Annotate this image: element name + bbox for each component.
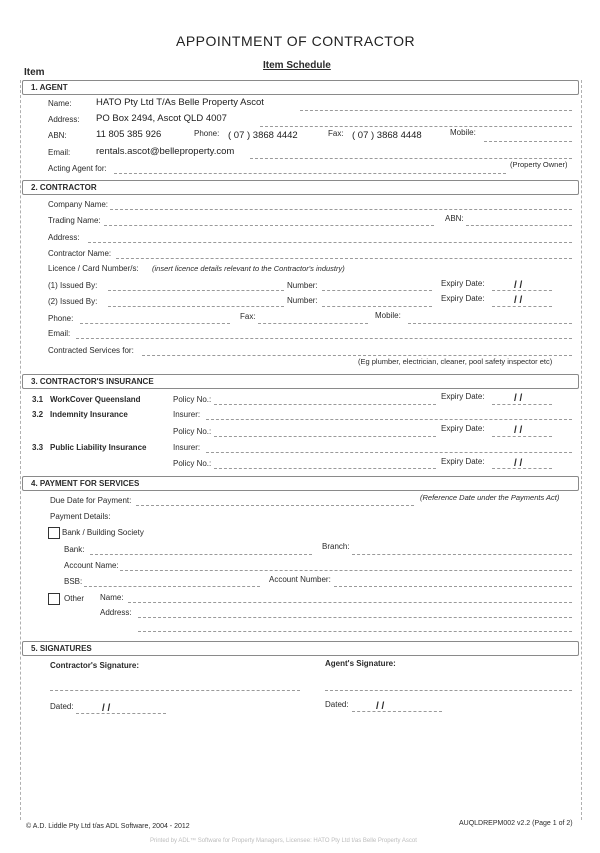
agent-address-value: PO Box 2494, Ascot QLD 4007 (96, 113, 227, 124)
expiry-1-label: Expiry Date: (441, 279, 485, 288)
contractor-fax-label: Fax: (240, 312, 256, 321)
number-2-label: Number: (287, 296, 318, 305)
licence-label: Licence / Card Number/s: (48, 264, 139, 273)
agent-mobile-label: Mobile: (450, 128, 476, 137)
expiry-2-label: Expiry Date: (441, 294, 485, 303)
insurance-3-3-num: 3.3 (32, 443, 44, 452)
liability-expiry-label: Expiry Date: (441, 457, 485, 466)
section-payment-header: 4. PAYMENT FOR SERVICES (22, 476, 579, 491)
expiry-2-date: / / (514, 295, 523, 306)
contracted-services-label: Contracted Services for: (48, 346, 134, 355)
bank-option-label: Bank / Building Society (62, 528, 144, 537)
agent-name-label: Name: (48, 99, 72, 108)
agent-email-label: Email: (48, 148, 71, 157)
page-title: APPOINTMENT OF CONTRACTOR (176, 33, 416, 49)
agent-address-label: Address: (48, 115, 80, 124)
payment-details-label: Payment Details: (50, 512, 111, 521)
agent-email-value: rentals.ascot@belleproperty.com (96, 146, 235, 157)
other-name-label: Name: (100, 593, 124, 602)
agent-fax-label: Fax: (328, 129, 344, 138)
contractor-mobile-label: Mobile: (375, 311, 401, 320)
contractor-dated-label: Dated: (50, 702, 74, 711)
contractor-abn-label: ABN: (445, 214, 464, 223)
due-date-label: Due Date for Payment: (50, 496, 132, 505)
section-agent-header: 1. AGENT (22, 80, 579, 95)
other-address-label: Address: (100, 608, 132, 617)
contractor-trading-label: Trading Name: (48, 216, 101, 225)
branch-label: Branch: (322, 542, 350, 551)
contractor-address-label: Address: (48, 233, 80, 242)
account-number-label: Account Number: (269, 575, 331, 584)
indemnity-label: Indemnity Insurance (50, 410, 128, 419)
agent-abn-label: ABN: (48, 131, 67, 140)
workcover-label: WorkCover Queensland (50, 395, 141, 404)
liability-insurer-label: Insurer: (173, 443, 201, 452)
property-owner-note: (Property Owner) (510, 160, 568, 169)
agent-phone-value: ( 07 ) 3868 4442 (228, 130, 298, 141)
insurance-3-1-num: 3.1 (32, 395, 44, 404)
agent-name-value: HATO Pty Ltd T/As Belle Property Ascot (96, 97, 264, 108)
workcover-expiry-label: Expiry Date: (441, 392, 485, 401)
section-insurance-header: 3. CONTRACTOR'S INSURANCE (22, 374, 579, 389)
footer-doc-code: AUQLDREPM002 v2.2 (Page 1 of 2) (459, 820, 573, 827)
agent-dated-label: Dated: (325, 700, 349, 709)
issued-by-1-label: (1) Issued By: (48, 281, 98, 290)
liability-expiry-date: / / (514, 458, 523, 469)
section-contractor-header: 2. CONTRACTOR (22, 180, 579, 195)
reference-date-note: (Reference Date under the Payments Act) (420, 493, 560, 502)
contractor-name-label: Contractor Name: (48, 249, 112, 258)
contractor-email-label: Email: (48, 329, 71, 338)
bank-label: Bank: (64, 545, 85, 554)
indemnity-insurer-label: Insurer: (173, 410, 201, 419)
other-option-label: Other (64, 594, 85, 603)
item-schedule-heading: Item Schedule (263, 60, 331, 71)
workcover-expiry-date: / / (514, 393, 523, 404)
account-name-label: Account Name: (64, 561, 119, 570)
insurance-3-2-num: 3.2 (32, 410, 44, 419)
expiry-1-date: / / (514, 280, 523, 291)
other-checkbox[interactable] (48, 593, 60, 605)
indemnity-expiry-date: / / (514, 425, 523, 436)
issued-by-2-label: (2) Issued By: (48, 297, 98, 306)
liability-policy-label: Policy No.: (173, 459, 212, 468)
agent-fax-value: ( 07 ) 3868 4448 (352, 130, 422, 141)
agent-phone-label: Phone: (194, 129, 220, 138)
indemnity-policy-label: Policy No.: (173, 427, 212, 436)
agent-acting-label: Acting Agent for: (48, 164, 107, 173)
contractor-phone-label: Phone: (48, 314, 74, 323)
bsb-label: BSB: (64, 577, 83, 586)
number-1-label: Number: (287, 281, 318, 290)
licence-note: (insert licence details relevant to the Contractor's industry) (152, 264, 345, 273)
agent-signature-label: Agent's Signature: (325, 659, 396, 668)
section-signatures-header: 5. SIGNATURES (22, 641, 579, 656)
agent-abn-value: 11 805 385 926 (96, 129, 162, 140)
contracted-services-note: (Eg plumber, electrician, cleaner, pool safety inspector etc) (358, 357, 553, 366)
indemnity-expiry-label: Expiry Date: (441, 424, 485, 433)
contractor-company-label: Company Name: (48, 200, 109, 209)
item-label: Item (24, 67, 45, 78)
public-liability-label: Public Liability Insurance (50, 443, 147, 452)
footer-printed-by: Printed by ADL™ Software for Property Managers, Licensee: HATO Pty Ltd t/as Belle Property Ascot (150, 838, 417, 844)
footer-copyright: © A.D. Liddle Pty Ltd t/as ADL Software, 2004 - 2012 (26, 823, 190, 830)
contractor-signature-label: Contractor's Signature: (50, 661, 140, 670)
agent-dated-date: / / (376, 701, 385, 712)
contractor-dated-date: / / (102, 703, 111, 714)
workcover-policy-label: Policy No.: (173, 395, 212, 404)
bank-checkbox[interactable] (48, 527, 60, 539)
